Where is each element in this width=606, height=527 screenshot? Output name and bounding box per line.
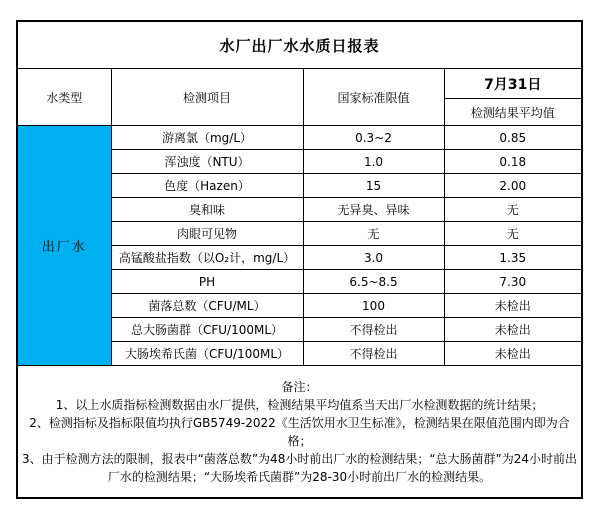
col-header-standard-limit: 国家标准限值 (303, 69, 444, 126)
result-cell: 未检出 (444, 294, 582, 318)
col-header-water-type: 水类型 (17, 69, 111, 126)
note-line-1: 1、以上水质指标检测数据由水厂提供，检测结果平均值系当天出厂水检测数据的统计结果； (55, 397, 544, 412)
item-cell: 臭和味 (111, 198, 303, 222)
table-row (17, 126, 582, 150)
result-cell: 0.18 (444, 150, 582, 174)
limit-cell: 6.5~8.5 (303, 270, 444, 294)
item-cell: 高锰酸盐指数（以O₂计，mg/L） (111, 246, 303, 270)
item-cell: 总大肠菌群（CFU/100ML） (111, 318, 303, 342)
result-cell: 无 (444, 198, 582, 222)
report-title: 水厂出厂水水质日报表 (17, 21, 582, 69)
item-cell: 游离氯（mg/L） (111, 126, 303, 150)
water-type-cell: 出厂水 (17, 126, 111, 366)
limit-cell: 3.0 (303, 246, 444, 270)
item-cell: 肉眼可见物 (111, 222, 303, 246)
limit-cell: 1.0 (303, 150, 444, 174)
limit-cell: 100 (303, 294, 444, 318)
limit-cell: 不得检出 (303, 318, 444, 342)
notes-label: 备注： (281, 379, 318, 394)
result-cell: 未检出 (444, 342, 582, 366)
item-cell: 色度（Hazen） (111, 174, 303, 198)
col-header-result-avg: 检测结果平均值 (444, 99, 582, 126)
limit-cell: 0.3~2 (303, 126, 444, 150)
result-cell: 1.35 (444, 246, 582, 270)
limit-cell: 15 (303, 174, 444, 198)
item-cell: 菌落总数（CFU/ML） (111, 294, 303, 318)
header-row-top (17, 69, 582, 99)
notes-row (17, 366, 582, 499)
note-line-2: 2、检测指标及指标限值均执行GB5749-2022《生活饮用水卫生标准》，检测结果在限值范围内即为合格； (29, 415, 570, 448)
item-cell: 大肠埃希氏菌（CFU/100ML） (111, 342, 303, 366)
result-cell: 无 (444, 222, 582, 246)
result-cell: 7.30 (444, 270, 582, 294)
col-header-date: 7月31日 (444, 69, 582, 99)
notes-cell (17, 366, 582, 499)
limit-cell: 无 (303, 222, 444, 246)
water-quality-report-table (16, 20, 583, 499)
limit-cell: 无异臭、异味 (303, 198, 444, 222)
note-line-3: 3、由于检测方法的限制，报表中“菌落总数”为48小时前出厂水的检测结果；“总大肠菌群”为24小时前出厂水的检测结果；“大肠埃希氏菌群”为28-30小时前出厂水的检测结果。 (21, 451, 578, 484)
item-cell: 浑浊度（NTU） (111, 150, 303, 174)
result-cell: 2.00 (444, 174, 582, 198)
limit-cell: 不得检出 (303, 342, 444, 366)
item-cell: PH (111, 270, 303, 294)
title-row (17, 21, 582, 69)
result-cell: 未检出 (444, 318, 582, 342)
col-header-test-item: 检测项目 (111, 69, 303, 126)
result-cell: 0.85 (444, 126, 582, 150)
